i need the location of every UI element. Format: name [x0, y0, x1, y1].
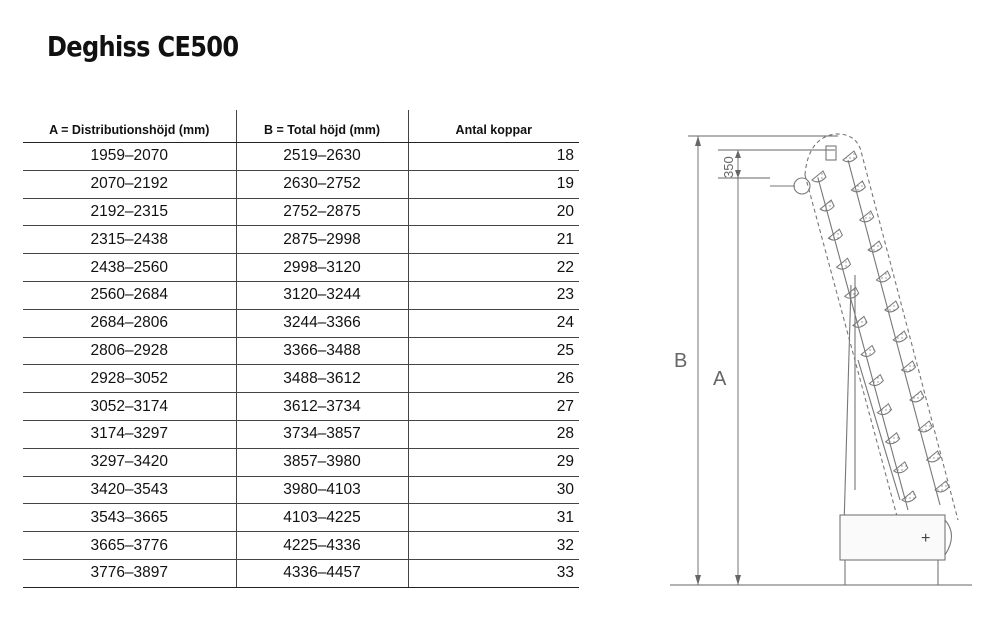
- header-distribution-height: A = Distributionshöjd (mm): [23, 110, 236, 143]
- dimension-arrows: [695, 136, 741, 585]
- cell-cup-count: 19: [408, 170, 579, 198]
- table-row: [23, 420, 579, 448]
- cell-distribution-height: 2315–2438: [23, 226, 236, 254]
- lift-diagram: [660, 120, 980, 600]
- cell-distribution-height: 3420–3543: [23, 476, 236, 504]
- plus-mark: +: [921, 530, 931, 547]
- cell-cup-count: 25: [408, 337, 579, 365]
- table-row: [23, 226, 579, 254]
- cup-icon: [820, 200, 834, 211]
- table-row: [23, 143, 579, 171]
- cell-total-height: 3366–3488: [236, 337, 408, 365]
- table-row: [23, 337, 579, 365]
- cell-cup-count: 33: [408, 559, 579, 587]
- table-row: [23, 170, 579, 198]
- conveyor-frame: [770, 134, 958, 560]
- cell-cup-count: 20: [408, 198, 579, 226]
- cell-cup-count: 30: [408, 476, 579, 504]
- cell-distribution-height: 3297–3420: [23, 448, 236, 476]
- cell-distribution-height: 2438–2560: [23, 254, 236, 282]
- cell-total-height: 4225–4336: [236, 532, 408, 560]
- cell-total-height: 3980–4103: [236, 476, 408, 504]
- cell-distribution-height: 3776–3897: [23, 559, 236, 587]
- cell-total-height: 2630–2752: [236, 170, 408, 198]
- cup-icon: [845, 287, 859, 298]
- cup-icon: [935, 481, 949, 492]
- cup-icon: [837, 258, 851, 269]
- table-row: [23, 532, 579, 560]
- table-row: [23, 559, 579, 587]
- cell-total-height: 3612–3734: [236, 393, 408, 421]
- cell-distribution-height: 2070–2192: [23, 170, 236, 198]
- table-row: [23, 198, 579, 226]
- dimension-label-a: A: [713, 368, 727, 390]
- cup-icon: [910, 391, 924, 402]
- cell-cup-count: 29: [408, 448, 579, 476]
- cell-total-height: 3244–3366: [236, 309, 408, 337]
- cell-distribution-height: 3052–3174: [23, 393, 236, 421]
- cell-total-height: 3488–3612: [236, 365, 408, 393]
- cell-total-height: 2875–2998: [236, 226, 408, 254]
- cell-cup-count: 31: [408, 504, 579, 532]
- table-row: [23, 476, 579, 504]
- cell-cup-count: 21: [408, 226, 579, 254]
- cell-cup-count: 28: [408, 420, 579, 448]
- cell-cup-count: 24: [408, 309, 579, 337]
- cup-icon: [812, 171, 826, 182]
- cup-icon: [861, 346, 875, 357]
- header-total-height: B = Total höjd (mm): [236, 110, 408, 143]
- cell-cup-count: 23: [408, 281, 579, 309]
- conveyor-cups: [812, 151, 949, 502]
- cup-icon: [851, 181, 865, 192]
- cell-cup-count: 26: [408, 365, 579, 393]
- cell-total-height: 2998–3120: [236, 254, 408, 282]
- cell-total-height: 4103–4225: [236, 504, 408, 532]
- dimension-label-350: 350: [721, 156, 736, 178]
- cell-cup-count: 22: [408, 254, 579, 282]
- cell-distribution-height: 2560–2684: [23, 281, 236, 309]
- cell-distribution-height: 2928–3052: [23, 365, 236, 393]
- table-row: [23, 448, 579, 476]
- cup-icon: [918, 421, 932, 432]
- table-row: [23, 393, 579, 421]
- cell-cup-count: 32: [408, 532, 579, 560]
- table-row: [23, 254, 579, 282]
- cell-cup-count: 27: [408, 393, 579, 421]
- cell-distribution-height: 2684–2806: [23, 309, 236, 337]
- table-row: [23, 504, 579, 532]
- cell-total-height: 2519–2630: [236, 143, 408, 171]
- cell-distribution-height: 3174–3297: [23, 420, 236, 448]
- cell-total-height: 3120–3244: [236, 281, 408, 309]
- table-row: [23, 281, 579, 309]
- cup-icon: [927, 451, 941, 462]
- cell-total-height: 3857–3980: [236, 448, 408, 476]
- cell-total-height: 3734–3857: [236, 420, 408, 448]
- cell-total-height: 2752–2875: [236, 198, 408, 226]
- header-cup-count: Antal koppar: [408, 110, 579, 143]
- cup-icon: [828, 229, 842, 240]
- cell-distribution-height: 2806–2928: [23, 337, 236, 365]
- cell-distribution-height: 1959–2070: [23, 143, 236, 171]
- dimension-label-b: B: [674, 350, 688, 372]
- table-row: [23, 365, 579, 393]
- cell-distribution-height: 2192–2315: [23, 198, 236, 226]
- cell-distribution-height: 3665–3776: [23, 532, 236, 560]
- page-title: Deghiss CE500: [47, 30, 239, 63]
- cup-icon: [902, 361, 916, 372]
- table-row: [23, 309, 579, 337]
- spec-table: [23, 110, 579, 588]
- cup-icon: [843, 151, 857, 162]
- cell-distribution-height: 3543–3665: [23, 504, 236, 532]
- cell-total-height: 4336–4457: [236, 559, 408, 587]
- table-header-row: [23, 110, 579, 143]
- cell-cup-count: 18: [408, 143, 579, 171]
- machine-base: [840, 515, 952, 585]
